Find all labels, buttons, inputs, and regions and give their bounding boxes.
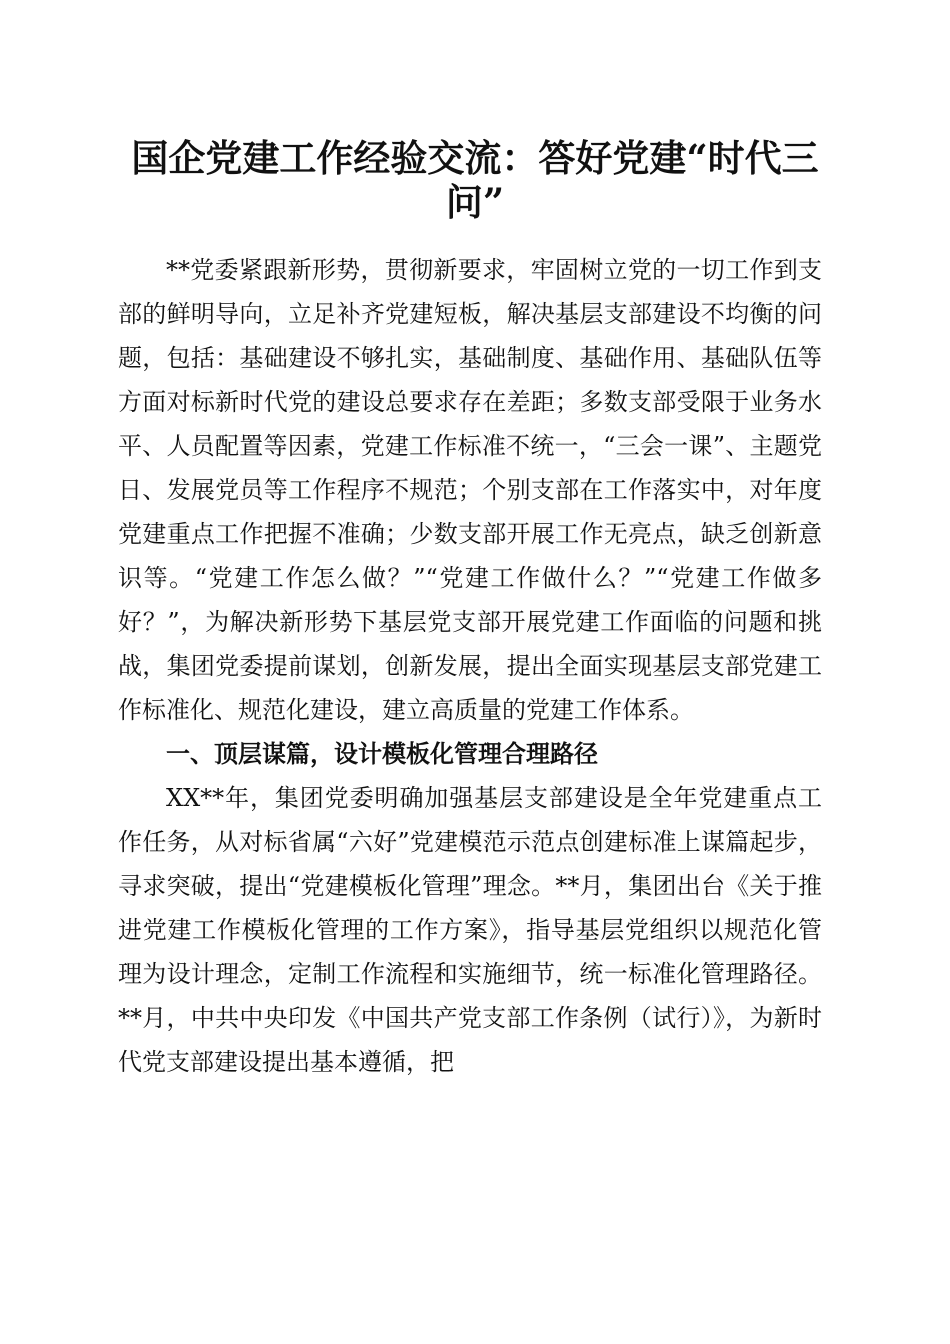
section-heading: 一、顶层谋篇，设计模板化管理合理路径: [166, 740, 598, 768]
document-body: [118, 248, 822, 1084]
document-title: 国企党建工作经验交流：答好党建“时代三问”: [131, 136, 819, 224]
section-paragraph: XX**年，集团党委明确加强基层支部建设是全年党建重点工作任务，从对标省属“六好”党建模范示范点创建标准上谋篇起步，寻求突破，提出“党建模板化管理”理念。**月，集团出台《关于推进党建工作模板化管理的工作方案》，指导基层党组织以规范化管理为设计理念，定制工作流程和实施细节，统一标准化管理路径。**月，中共中央印发《中国共产党支部工作条例（试行）》，为新时代党支部建设提出基本遵循，把: [118, 784, 822, 1076]
intro-paragraph: **党委紧跟新形势，贯彻新要求，牢固树立党的一切工作到支部的鲜明导向，立足补齐党建短板，解决基层支部建设不均衡的问题，包括：基础建设不够扎实，基础制度、基础作用、基础队伍等方面对标新时代党的建设总要求存在差距；多数支部受限于业务水平、人员配置等因素，党建工作标准不统一，“三会一课”、主题党日、发展党员等工作程序不规范；个别支部在工作落实中，对年度党建重点工作把握不准确；少数支部开展工作无亮点，缺乏创新意识等。“党建工作怎么做？”“党建工作做什么？”“党建工作做多好？”，为解决新形势下基层党支部开展党建工作面临的问题和挑战，集团党委提前谋划，创新发展，提出全面实现基层支部党建工作标准化、规范化建设，建立高质量的党建工作体系。: [118, 256, 822, 724]
